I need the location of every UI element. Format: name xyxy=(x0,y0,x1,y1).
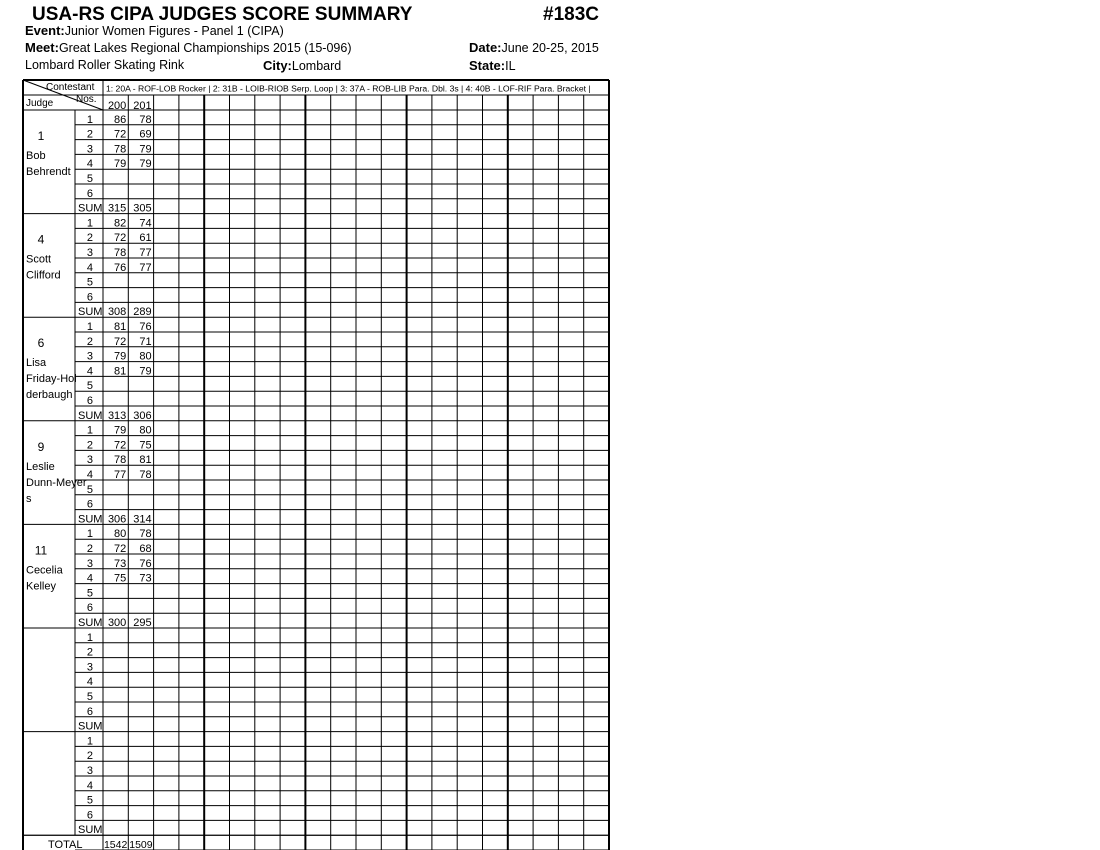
row-label: 6 xyxy=(86,291,93,304)
row-label: 3 xyxy=(86,557,93,570)
contestant-number: 200 xyxy=(107,100,127,112)
judge-number: 1 xyxy=(37,129,45,143)
judge-name-line: Scott xyxy=(26,253,52,266)
score-cell: 75 xyxy=(139,439,152,452)
sum-cell: 313 xyxy=(107,409,127,422)
row-label: 6 xyxy=(86,498,93,511)
score-cell: 81 xyxy=(114,365,127,378)
row-label: 4 xyxy=(86,158,93,171)
sum-label: SUM xyxy=(78,824,103,837)
score-cell: 78 xyxy=(139,528,152,541)
score-cell: 77 xyxy=(139,261,152,274)
state-label: State: xyxy=(469,58,506,73)
sum-label: SUM xyxy=(78,513,103,526)
row-label: 1 xyxy=(86,113,93,126)
total-cell: 1542 xyxy=(103,839,128,850)
document-number: #183C xyxy=(543,4,599,25)
contestant-number: 201 xyxy=(133,100,152,112)
score-cell: 78 xyxy=(139,113,152,126)
sum-cell: 314 xyxy=(133,513,152,526)
row-label: 1 xyxy=(86,217,93,230)
contestant-label: Contestant xyxy=(46,82,95,93)
score-cell: 78 xyxy=(114,143,127,156)
judge-name-line: Behrendt xyxy=(26,166,71,178)
row-label: 6 xyxy=(86,602,93,615)
score-cell: 68 xyxy=(139,543,152,555)
score-cell: 72 xyxy=(114,232,127,245)
score-cell: 80 xyxy=(139,350,152,363)
score-cell: 81 xyxy=(114,321,127,333)
event-value: Junior Women Figures - Panel 1 (CIPA) xyxy=(64,24,284,38)
row-label: 6 xyxy=(86,187,93,200)
row-label: 3 xyxy=(86,247,93,259)
judge-name-line: derbaugh xyxy=(26,389,73,402)
score-cell: 75 xyxy=(114,572,127,585)
score-cell: 78 xyxy=(114,247,127,259)
venue: Lombard Roller Skating Rink xyxy=(25,58,185,72)
score-cell: 73 xyxy=(114,557,127,570)
judge-name-line: Lisa xyxy=(26,357,47,370)
sum-cell: 289 xyxy=(133,306,152,319)
figures-legend: 1: 20A - ROF-LOB Rocker | 2: 31B - LOIB-RIOB Serp. Loop | 3: 37A - ROB-LIB Para. Dbl. 3s | 4: 40B - LOF-RIF Para. Bracket | xyxy=(106,83,591,94)
row-label: 2 xyxy=(86,335,93,348)
row-label: 5 xyxy=(86,276,93,289)
total-cell: 1509 xyxy=(129,839,153,850)
event-label: Event: xyxy=(25,23,65,38)
judge-name-line: Dunn-Meyer xyxy=(26,476,87,489)
row-label: 3 xyxy=(86,143,93,156)
score-cell: 72 xyxy=(114,335,127,348)
row-label: 3 xyxy=(86,350,93,363)
sum-cell: 300 xyxy=(107,617,127,629)
row-label: 4 xyxy=(86,469,93,481)
row-label: 1 xyxy=(86,631,93,644)
score-cell: 79 xyxy=(139,158,152,171)
score-cell: 76 xyxy=(139,557,152,570)
sum-label: SUM xyxy=(78,306,103,319)
sum-label: SUM xyxy=(78,720,103,733)
row-label: 2 xyxy=(86,128,93,141)
score-cell: 80 xyxy=(139,424,152,437)
judge-name-line: Kelley xyxy=(26,580,56,593)
score-cell: 80 xyxy=(114,528,127,541)
score-cell: 71 xyxy=(139,335,152,348)
row-label: 1 xyxy=(86,424,93,437)
row-label: 5 xyxy=(86,173,93,185)
score-cell: 73 xyxy=(139,572,152,585)
row-label: 4 xyxy=(86,779,93,792)
judge-number: 4 xyxy=(37,232,45,247)
row-label: 6 xyxy=(86,705,93,718)
judge-label: Judge xyxy=(26,98,54,109)
score-cell: 79 xyxy=(114,158,127,171)
score-cell: 72 xyxy=(114,128,127,141)
row-label: 2 xyxy=(86,439,93,452)
row-label: 5 xyxy=(86,691,93,703)
score-cell: 78 xyxy=(114,454,127,467)
score-cell: 69 xyxy=(139,128,152,141)
row-label: 6 xyxy=(86,809,93,822)
row-label: 4 xyxy=(86,676,93,689)
row-label: 1 xyxy=(86,321,93,333)
score-cell: 76 xyxy=(139,321,152,333)
nos-label: Nos. xyxy=(76,94,97,105)
row-label: 2 xyxy=(86,646,93,659)
row-label: 4 xyxy=(86,572,93,585)
judge-name-line: Clifford xyxy=(26,269,61,282)
score-cell: 79 xyxy=(114,350,127,363)
score-cell: 72 xyxy=(114,543,127,555)
sum-cell: 295 xyxy=(133,617,152,629)
score-cell: 86 xyxy=(114,113,127,126)
score-cell: 81 xyxy=(139,454,152,467)
score-cell: 79 xyxy=(139,365,152,378)
row-label: 1 xyxy=(86,735,93,748)
row-label: 3 xyxy=(86,765,93,777)
row-label: 5 xyxy=(86,483,93,496)
judge-name-line: Friday-Hol xyxy=(26,373,77,386)
row-label: 3 xyxy=(86,454,93,467)
score-cell: 77 xyxy=(139,247,152,259)
row-label: 1 xyxy=(86,528,93,541)
row-label: 6 xyxy=(86,395,93,407)
city-value: Lombard xyxy=(291,59,342,73)
judge-name-line: Cecelia xyxy=(26,564,63,577)
row-label: 5 xyxy=(86,587,93,600)
total-label: TOTAL xyxy=(48,839,83,850)
score-cell: 78 xyxy=(139,469,152,481)
city-label: City: xyxy=(263,58,292,73)
sum-cell: 308 xyxy=(107,306,127,319)
sum-cell: 305 xyxy=(133,202,152,215)
row-label: 4 xyxy=(86,261,93,274)
score-cell: 82 xyxy=(114,217,127,230)
score-cell: 72 xyxy=(114,439,127,452)
date-label: Date: xyxy=(469,40,502,55)
judge-number: 11 xyxy=(34,543,48,558)
meet-label: Meet: xyxy=(25,40,59,55)
sum-cell: 306 xyxy=(133,409,152,422)
score-cell: 79 xyxy=(139,143,152,156)
judge-name-line: s xyxy=(26,492,32,505)
sum-label: SUM xyxy=(78,202,103,215)
judge-number: 6 xyxy=(37,336,45,351)
row-label: 4 xyxy=(86,365,93,378)
sum-cell: 306 xyxy=(107,513,127,526)
score-cell: 76 xyxy=(114,261,127,274)
row-label: 5 xyxy=(86,380,93,393)
page-title: USA-RS CIPA JUDGES SCORE SUMMARY xyxy=(32,4,413,25)
sum-cell: 315 xyxy=(107,202,127,215)
score-cell: 77 xyxy=(114,469,127,481)
meet-value: Great Lakes Regional Championships 2015 (15-096) xyxy=(58,41,352,55)
score-cell: 61 xyxy=(139,232,152,245)
judge-number: 9 xyxy=(37,439,45,454)
judge-name-line: Leslie xyxy=(26,460,55,473)
score-cell: 74 xyxy=(139,217,152,230)
row-label: 2 xyxy=(86,543,93,555)
row-label: 5 xyxy=(86,794,93,807)
sum-label: SUM xyxy=(78,409,103,422)
score-cell: 79 xyxy=(114,424,127,437)
row-label: 3 xyxy=(86,661,93,674)
judge-name-line: Bob xyxy=(26,150,46,162)
state-value: IL xyxy=(505,59,516,73)
row-label: 2 xyxy=(86,750,93,763)
sum-label: SUM xyxy=(78,617,103,629)
date-value: June 20-25, 2015 xyxy=(501,41,599,55)
row-label: 2 xyxy=(86,232,93,245)
